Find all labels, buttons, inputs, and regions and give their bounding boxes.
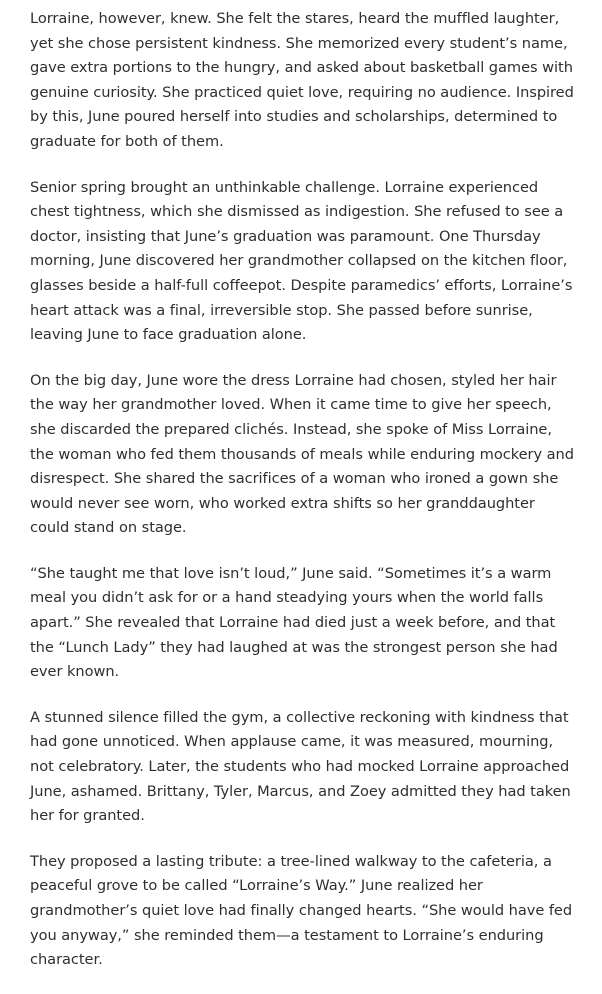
article-body xyxy=(30,7,578,994)
paragraph-2: Senior spring brought an unthinkable challenge. Lorraine experienced chest tightness, which she dismissed as indigestion. She refused to see a doctor, insisting that June’s graduation was paramount. One Thursday morning, June discovered her grandmother collapsed on the kitchen floor, glasses beside a half-full coffeepot. Despite paramedics’ efforts, Lorraine’s heart attack was a final, irreversible stop. She passed before sunrise, leaving June to face graduation alone. xyxy=(30,178,573,344)
paragraph-1: Lorraine, however, knew. She felt the stares, heard the muffled laughter, yet she chose persistent kindness. She memorized every student’s name, gave extra portions to the hungry, and asked about basketball games with genuine curiosity. She practiced quiet love, requiring no audience. Inspired by this, June poured herself into studies and scholarships, determined to graduate for both of them. xyxy=(30,10,574,150)
paragraph-3: On the big day, June wore the dress Lorraine had chosen, styled her hair the way her grandmother loved. When it came time to give her speech, she discarded the prepared clichés. Instead, she spoke of Miss Lorraine, the woman who fed them thousands of meals while enduring mockery and disrespect. She shared the sacrifices of a woman who ironed a gown she would never see worn, who worked extra shifts so her granddaughter could stand on stage. xyxy=(30,371,574,537)
paragraph-5: A stunned silence filled the gym, a collective reckoning with kindness that had gone unnoticed. When applause came, it was measured, mourning, not celebratory. Later, the students who had mocked Lorraine approached June, ashamed. Brittany, Tyler, Marcus, and Zoey admitted they had taken her for granted. xyxy=(30,708,571,825)
paragraph-4: “She taught me that love isn’t loud,” June said. “Sometimes it’s a warm meal you didn’t ask for or a hand steadying yours when the world falls apart.” She revealed that Lorraine had died just a week before, and that the “Lunch Lady” they had laughed at was the strongest person she had ever known. xyxy=(30,564,558,681)
paragraph-6: They proposed a lasting tribute: a tree-lined walkway to the cafeteria, a peaceful grove to be called “Lorraine’s Way.” June realized her grandmother’s quiet love had finally changed hearts. “She would have fed you anyway,” she reminded them—a testament to Lorraine’s enduring character. xyxy=(30,852,573,969)
